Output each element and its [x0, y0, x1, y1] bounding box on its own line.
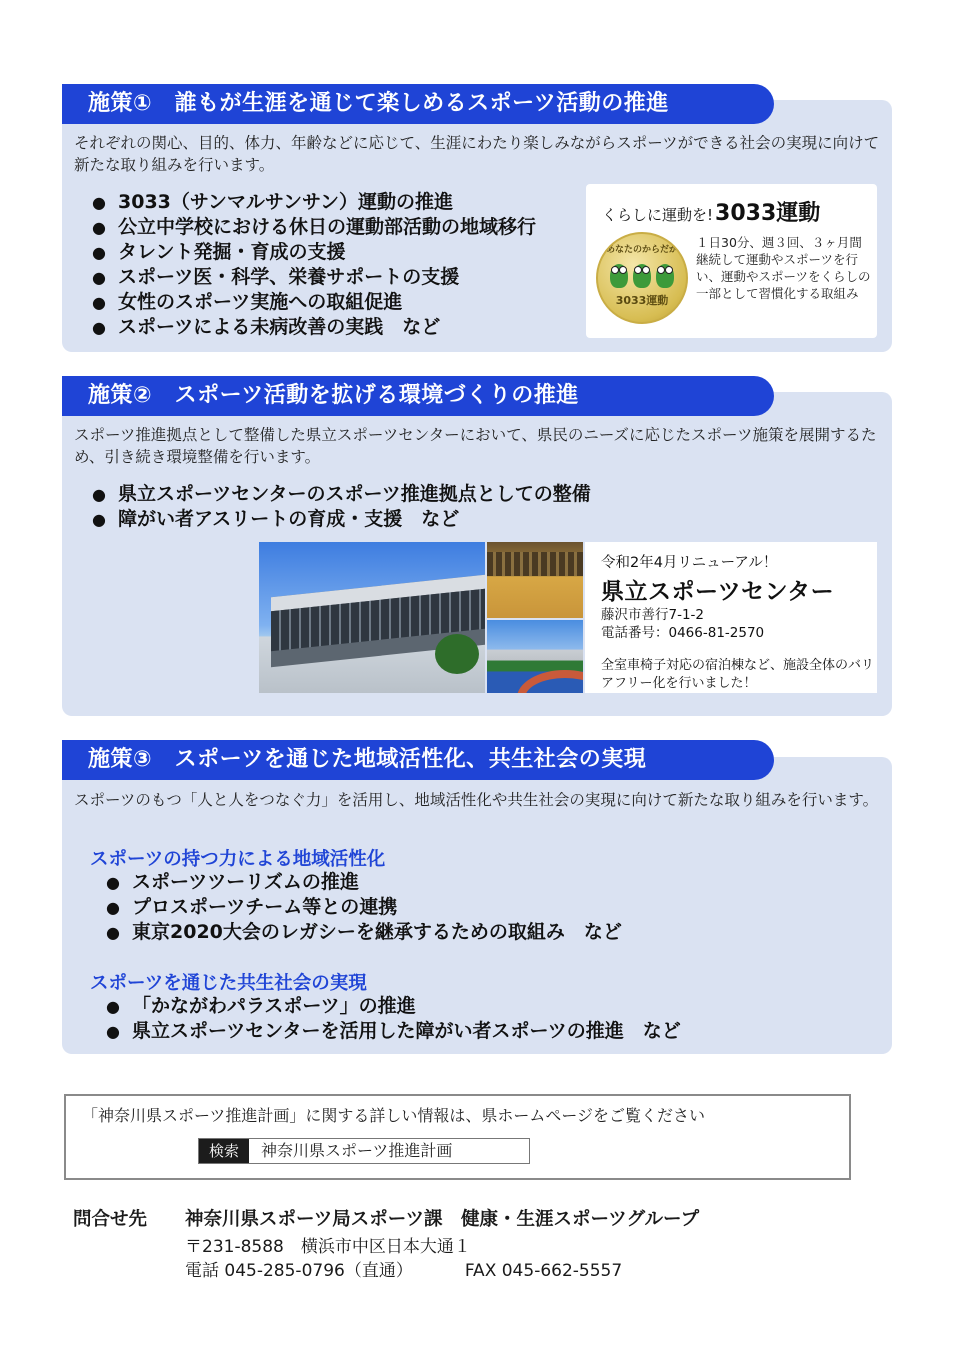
- contact-phone: [185, 1256, 622, 1281]
- policy2-bullets: [92, 482, 591, 532]
- policy2-title: 施策② スポーツ活動を拡げる環境づくりの推進: [62, 376, 774, 416]
- list-item: ● スポーツ医・科学、栄養サポートの支援: [92, 265, 536, 290]
- contact-org: 神奈川県スポーツ局スポーツ課 健康・生涯スポーツグループ: [185, 1209, 700, 1230]
- list-item: ● 女性のスポーツ実施への取組促進: [92, 290, 536, 315]
- center-name: 県立スポーツセンター: [601, 579, 835, 605]
- policy1-bullets: [92, 190, 536, 340]
- movement-3033-lead: くらしに運動を!3033運動: [602, 201, 821, 226]
- search-bar[interactable]: [198, 1138, 530, 1164]
- policy2-intro: スポーツ推進拠点として整備した県立スポーツセンターにおいて、県民のニーズに応じたスポーツ施策を展開するため、引き続き環境整備を行います。: [74, 426, 877, 466]
- list-item: ● 3033（サンマルサンサン）運動の推進: [92, 190, 536, 215]
- list-item: ● 東京2020大会のレガシーを継承するための取組み など: [106, 920, 622, 945]
- policy3-sub2-bullets: [106, 994, 681, 1044]
- policy1-title: 施策① 誰もが生涯を通じて楽しめるスポーツ活動の推進: [62, 84, 774, 124]
- sports-center-building-photo: [259, 542, 485, 693]
- list-item: ● 県立スポーツセンターを活用した障がい者スポーツの推進 など: [106, 1019, 681, 1044]
- track-field-photo: [487, 620, 583, 693]
- contact-fax: FAX 045-662-5557: [464, 1261, 623, 1281]
- badge-arc-text: あなたのからだが: [605, 245, 678, 255]
- policy3-sub1-heading: スポーツの持つ力による地域活性化: [90, 849, 386, 870]
- list-item: ● 県立スポーツセンターのスポーツ推進拠点としての整備: [92, 482, 591, 507]
- center-tel: 電話番号：0466-81-2570: [601, 625, 765, 641]
- homepage-info-box: [64, 1094, 851, 1180]
- contact-label: 問合せ先: [73, 1209, 148, 1230]
- list-item: ● プロスポーツチーム等との連携: [106, 895, 622, 920]
- search-button[interactable]: 検索: [199, 1139, 249, 1163]
- list-item: ● 「かながわパラスポーツ」の推進: [106, 994, 681, 1019]
- sports-center-info: [585, 542, 877, 693]
- policy3-intro: スポーツのもつ「人と人をつなぐ力」を活用し、地域活性化や共生社会の実現に向けて新たな取り組みを行います。: [74, 791, 879, 809]
- search-input[interactable]: 神奈川県スポーツ推進計画: [261, 1141, 453, 1160]
- list-item: ● スポーツによる未病改善の実践 など: [92, 315, 536, 340]
- movement-3033-box: [586, 184, 877, 338]
- barrier-free-note: 全室車椅子対応の宿泊棟など、施設全体のバリアフリー化を行いました！: [601, 658, 875, 691]
- contact-address: 〒231-8588 横浜市中区日本大通１: [185, 1237, 471, 1257]
- center-address: 藤沢市善行7-1-2: [601, 607, 705, 623]
- renewal-note: 令和2年4月リニューアル！: [601, 555, 778, 571]
- list-item: ● 公立中学校における休日の運動部活動の地域移行: [92, 215, 536, 240]
- contact-tel: 電話 045-285-0796（直通）: [185, 1261, 413, 1281]
- frog-badge-logo: [596, 232, 688, 324]
- list-item: ● スポーツツーリズムの推進: [106, 870, 622, 895]
- frog-icon: [610, 264, 674, 294]
- list-item: ● タレント発掘・育成の支援: [92, 240, 536, 265]
- badge-text: 3033運動: [615, 294, 669, 307]
- policy3-sub1-bullets: [106, 870, 622, 945]
- movement-3033-name: 3033運動: [715, 201, 821, 226]
- gymnasium-photo: [487, 542, 583, 618]
- policy1-intro: それぞれの関心、目的、体力、年齢などに応じて、生涯にわたり楽しみながらスポーツができる社会の実現に向けて新たな取り組みを行います。: [74, 134, 880, 174]
- homepage-info-text: 「神奈川県スポーツ推進計画」に関する詳しい情報は、県ホームページをご覧ください: [82, 1106, 706, 1125]
- movement-3033-desc: １日30分、週３回、３ヶ月間継続して運動やスポーツを行い、運動やスポーツをくらしの一部として習慣化する取組み: [696, 235, 871, 301]
- policy3-title: 施策③ スポーツを通じた地域活性化、共生社会の実現: [62, 740, 774, 780]
- list-item: ● 障がい者アスリートの育成・支援 など: [92, 507, 591, 532]
- policy3-sub2-heading: スポーツを通じた共生社会の実現: [90, 973, 367, 994]
